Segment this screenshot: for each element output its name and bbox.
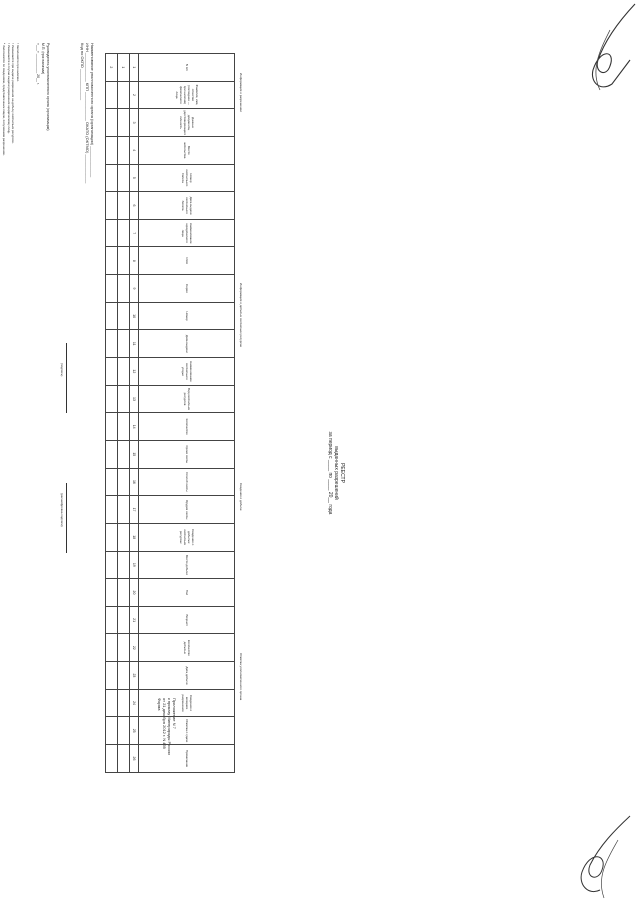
table-cell	[106, 302, 118, 330]
table-cell	[106, 523, 118, 551]
column-header: Отметка о сдаче	[139, 717, 235, 745]
column-number: 22	[129, 634, 139, 662]
column-number: 4	[129, 136, 139, 164]
table-cell	[106, 551, 118, 579]
table-cell	[106, 606, 118, 634]
table-cell	[106, 136, 118, 164]
column-number: 15	[129, 440, 139, 468]
table-cell	[117, 275, 129, 303]
column-number: 5	[129, 164, 139, 192]
table-cell	[106, 745, 118, 773]
table-cell	[117, 745, 129, 773]
table-cell	[117, 551, 129, 579]
header-line: ИНН _____________ КПП _____________ ОКАТО (ОКТМО) _____________	[85, 43, 90, 184]
signature-underline	[66, 483, 67, 553]
column-header: Способ охоты	[139, 468, 235, 496]
column-header: Вид охотничьих ресурсов	[139, 385, 235, 413]
appendix-line: Приложение N 7	[172, 698, 177, 729]
column-header: Количество	[139, 413, 235, 441]
column-number: 17	[129, 496, 139, 524]
column-number: 12	[129, 358, 139, 386]
table-cell	[117, 81, 129, 109]
appendix-line: от 21 декабря 2012 г. N 459	[162, 698, 167, 749]
table-row	[106, 54, 118, 773]
table-cell	[106, 247, 118, 275]
column-header: Сроки охоты	[139, 440, 235, 468]
signature-underline	[66, 343, 67, 413]
column-header: Серия	[139, 275, 235, 303]
table-cell: 2	[106, 54, 118, 82]
column-header: Пол	[139, 579, 235, 607]
sign-line: «___» __________ 20__ г.	[36, 43, 40, 85]
column-number: 23	[129, 662, 139, 690]
document-title	[327, 393, 345, 553]
column-number: 24	[129, 689, 139, 717]
column-number: 20	[129, 579, 139, 607]
sign-line: М.П. (при наличии)	[41, 43, 45, 75]
column-number: 6	[129, 192, 139, 220]
column-header: Сведения о добытых охотничьих ресурсах	[139, 523, 235, 551]
registry-table	[105, 53, 235, 773]
footnote: ³ Указывается в случае выдачи разрешения юридическому лицу.	[7, 43, 11, 134]
footnote: ² Указывается при выдаче разрешения на добычу охотничьих ресурсов.	[11, 43, 16, 144]
column-header: Номер	[139, 302, 235, 330]
group-header: Информация о добытых охотничьих ресурсах	[239, 283, 243, 348]
table-cell	[117, 496, 129, 524]
column-number: 11	[129, 330, 139, 358]
column-header: Номер охотничьего билета	[139, 164, 235, 192]
table-cell	[106, 717, 118, 745]
column-number: 3	[129, 109, 139, 137]
table-cell	[117, 413, 129, 441]
appendix-line: Форма	[157, 698, 162, 711]
column-header: Дата выдачи	[139, 330, 235, 358]
organization-header	[80, 43, 95, 243]
column-header: Сведения о возврате разрешения	[139, 689, 235, 717]
table-cell	[106, 330, 118, 358]
group-header: Информация о разрешении	[239, 73, 243, 112]
table-cell	[106, 496, 118, 524]
column-header: Количество добытых	[139, 634, 235, 662]
table-row	[117, 54, 129, 773]
column-number: 13	[129, 385, 139, 413]
column-header: Данные документа, удостоверяющего личность	[139, 109, 235, 137]
column-header: Дата выдачи охотничьего билета	[139, 192, 235, 220]
table-cell	[106, 413, 118, 441]
table-cell	[106, 579, 118, 607]
table-cell: 1	[117, 54, 129, 82]
table-cell	[106, 689, 118, 717]
table-cell	[106, 164, 118, 192]
column-number: 18	[129, 523, 139, 551]
table-cell	[117, 385, 129, 413]
table-cell	[106, 440, 118, 468]
table-cell	[117, 358, 129, 386]
column-number: 9	[129, 275, 139, 303]
column-header: Наименование юридического лица	[139, 219, 235, 247]
column-header: N п/п	[139, 54, 235, 82]
column-header: Наименование охотничьего угодья	[139, 358, 235, 386]
column-header: ИНН	[139, 247, 235, 275]
group-header: Сведения о добыче	[239, 483, 243, 511]
table-header-row	[139, 54, 235, 773]
column-number: 19	[129, 551, 139, 579]
table-cell	[106, 468, 118, 496]
column-number: 25	[129, 717, 139, 745]
sign-caption: (расшифровка подписи)	[60, 493, 64, 527]
table-cell	[117, 717, 129, 745]
sign-line: Руководитель уполномоченного органа (организации)	[46, 43, 50, 131]
sign-caption: (подпись)	[60, 363, 64, 377]
table-cell	[117, 302, 129, 330]
column-number: 8	[129, 247, 139, 275]
table-cell	[117, 468, 129, 496]
table-cell	[106, 109, 118, 137]
column-number: 14	[129, 413, 139, 441]
header-line: Код по ОКПО ______________	[80, 43, 85, 101]
table-cell	[106, 192, 118, 220]
column-header: Место жительства	[139, 136, 235, 164]
column-number: 1	[129, 54, 139, 82]
table-cell	[117, 164, 129, 192]
title-line: РЕЕСТР	[339, 463, 345, 483]
rotated-form-page	[2, 13, 615, 893]
column-number-row	[129, 54, 139, 773]
footnote: ⁴ Заполняется по сведениям, представленным лицом, получившим разрешение.	[2, 43, 7, 156]
group-header: Отметка уполномоченного органа	[239, 653, 243, 701]
column-number: 21	[129, 606, 139, 634]
table-cell	[117, 136, 129, 164]
column-header: Возраст	[139, 606, 235, 634]
table-cell	[106, 275, 118, 303]
table-cell	[117, 662, 129, 690]
table-cell	[117, 523, 129, 551]
table-cell	[117, 579, 129, 607]
title-line: выданных разрешений	[333, 446, 339, 500]
column-number: 7	[129, 219, 139, 247]
table-cell	[117, 330, 129, 358]
appendix-line: к приказу Минприроды России	[167, 698, 172, 755]
table-cell	[117, 109, 129, 137]
table-cell	[117, 219, 129, 247]
table-cell	[117, 192, 129, 220]
column-number: 26	[129, 745, 139, 773]
column-header: Место добычи	[139, 551, 235, 579]
column-number: 16	[129, 468, 139, 496]
title-line: за период с ____ по ____ 20__ года	[327, 431, 333, 515]
table-cell	[106, 358, 118, 386]
table-cell	[117, 440, 129, 468]
table-cell	[117, 606, 129, 634]
table-cell	[106, 634, 118, 662]
table-cell	[106, 81, 118, 109]
column-number: 10	[129, 302, 139, 330]
footnote: ¹ Заполняется при наличии.	[16, 43, 20, 82]
column-number: 2	[129, 81, 139, 109]
table-cell	[117, 689, 129, 717]
column-header: Орудия охоты	[139, 496, 235, 524]
column-header: Дата добычи	[139, 662, 235, 690]
table-cell	[106, 662, 118, 690]
footnotes	[2, 43, 20, 403]
header-line: Наименование уполномоченного органа (организации) ______________	[90, 43, 95, 178]
column-header: Примечание	[139, 745, 235, 773]
signature-block	[35, 43, 50, 343]
table-cell	[106, 385, 118, 413]
table-cell	[117, 247, 129, 275]
table-cell	[117, 634, 129, 662]
column-header: Фамилия, имя, отчество (последнее — при наличии) физического лица	[139, 81, 235, 109]
table-cell	[106, 219, 118, 247]
